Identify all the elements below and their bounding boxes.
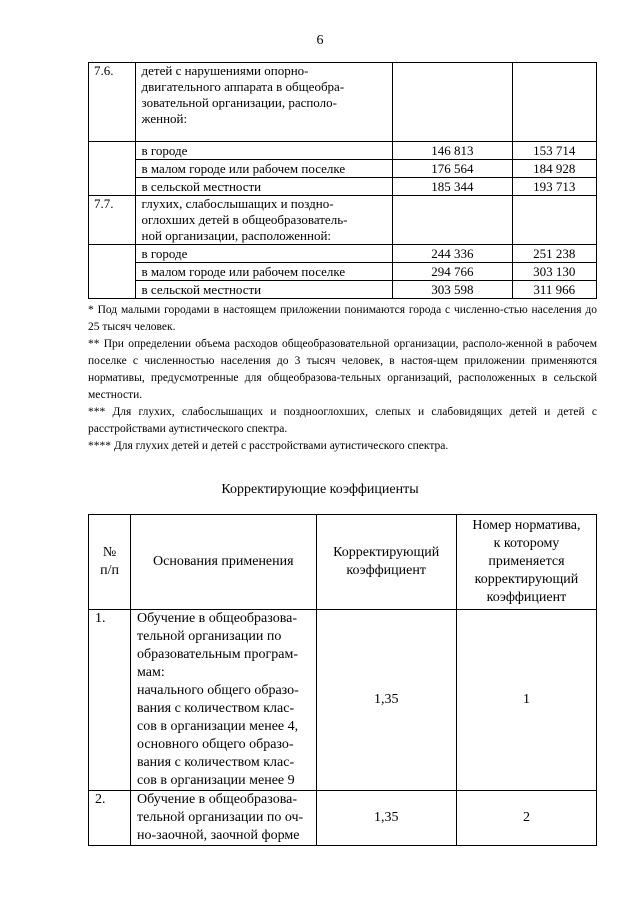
table-row bbox=[89, 263, 597, 281]
section-title: Корректирующие коэффициенты bbox=[221, 482, 419, 497]
coefficients-table bbox=[88, 514, 597, 846]
table-row bbox=[89, 791, 597, 846]
row-label: в сельской местности bbox=[135, 178, 393, 196]
text-line: двигательного аппарата в общеобра- bbox=[141, 79, 345, 94]
row-label: в городе bbox=[135, 142, 393, 160]
header-norm-number bbox=[456, 515, 596, 610]
value-cell: 294 766 bbox=[393, 263, 512, 281]
row-label: в малом городе или рабочем поселке bbox=[135, 263, 393, 281]
empty-cell bbox=[89, 245, 136, 263]
text-line: начального общего образо- bbox=[137, 683, 299, 698]
text-line: образовательным програм- bbox=[137, 647, 299, 662]
text-line: Обучение в общеобразова- bbox=[137, 611, 297, 626]
header-line: коэффициент bbox=[486, 590, 567, 605]
value-cell: 146 813 bbox=[393, 142, 512, 160]
text-line: оглохших детей в общеобразователь- bbox=[141, 212, 348, 227]
table-row bbox=[89, 142, 597, 160]
value-cell: 244 336 bbox=[393, 245, 512, 263]
header-line: к которому bbox=[493, 536, 560, 551]
table-header-row bbox=[89, 515, 597, 610]
coefficient-value: 1,35 bbox=[316, 791, 456, 846]
header-line: Корректирующий bbox=[333, 545, 440, 560]
footnote: ** При определении объема расходов общеобразовательной организации, располо-женной в рабочем поселке с численностью населения до 3 тысяч человек, в настоя-щем приложении применяются нормативы, предусмотренные для общеобразова-тельных организаций, расположенных в сельской местности. bbox=[88, 338, 597, 401]
table-row bbox=[89, 178, 597, 196]
header-line: применяется bbox=[488, 554, 565, 569]
header-line: п/п bbox=[100, 563, 119, 578]
value-cell: 193 713 bbox=[512, 178, 596, 196]
text-line: зовательной организации, располо- bbox=[141, 95, 337, 110]
value-cell: 176 564 bbox=[393, 160, 512, 178]
row-label: в сельской местности bbox=[135, 281, 393, 299]
row-description bbox=[135, 196, 393, 245]
value-cell: 251 238 bbox=[512, 245, 596, 263]
row-number: 7.7. bbox=[89, 196, 136, 245]
empty-cell bbox=[512, 196, 596, 245]
page-number: 6 bbox=[316, 33, 324, 48]
empty-cell bbox=[393, 63, 512, 142]
value-cell: 185 344 bbox=[393, 178, 512, 196]
footnote: * Под малыми городами в настоящем приложении понимаются города с численно-стью населения до 25 тысяч человек. bbox=[88, 304, 597, 333]
value-cell: 311 966 bbox=[512, 281, 596, 299]
norm-number-value: 1 bbox=[456, 610, 596, 791]
row-description bbox=[135, 63, 393, 142]
value-cell: 184 928 bbox=[512, 160, 596, 178]
table-row bbox=[89, 63, 597, 142]
empty-cell bbox=[89, 281, 136, 299]
value-cell: 303 598 bbox=[393, 281, 512, 299]
normatives-table bbox=[88, 62, 597, 299]
text-line: вания с количеством клас- bbox=[137, 701, 295, 716]
table-row bbox=[89, 245, 597, 263]
row-number: 1. bbox=[89, 610, 131, 791]
empty-cell bbox=[393, 196, 512, 245]
empty-cell bbox=[89, 142, 136, 160]
footnote: **** Для глухих детей и детей с расстройствами аутистического спектра. bbox=[88, 440, 449, 452]
text-line: тельной организации по bbox=[137, 629, 282, 644]
text-line: сов в организации менее 4, bbox=[137, 719, 299, 734]
footnote: *** Для глухих, слабослышащих и позднооглохших, слепых и слабовидящих детей и детей с расстройствами аутистического спектра. bbox=[88, 406, 597, 435]
row-label: в городе bbox=[135, 245, 393, 263]
text-line: основного общего образо- bbox=[137, 737, 294, 752]
row-basis bbox=[131, 791, 317, 846]
text-line: тельной организации по оч- bbox=[137, 810, 304, 825]
text-line: сов в организации менее 9 bbox=[137, 773, 295, 788]
value-cell: 153 714 bbox=[512, 142, 596, 160]
coefficient-value: 1,35 bbox=[316, 610, 456, 791]
text-line: Обучение в общеобразова- bbox=[137, 792, 297, 807]
header-line: коэффициент bbox=[346, 563, 426, 578]
table-row bbox=[89, 160, 597, 178]
header-basis: Основания применения bbox=[131, 515, 317, 610]
table-row bbox=[89, 196, 597, 245]
norm-number-value: 2 bbox=[456, 791, 596, 846]
empty-cell bbox=[89, 178, 136, 196]
text-line: но-заочной, заочной форме bbox=[137, 828, 300, 843]
text-line: детей с нарушениями опорно- bbox=[141, 63, 309, 78]
footnotes bbox=[88, 302, 597, 455]
header-line: корректирующий bbox=[474, 572, 579, 587]
text-line: мам: bbox=[137, 665, 165, 680]
header-number bbox=[89, 515, 131, 610]
row-label: в малом городе или рабочем поселке bbox=[135, 160, 393, 178]
empty-cell bbox=[512, 63, 596, 142]
row-basis bbox=[131, 610, 317, 791]
row-number: 7.6. bbox=[89, 63, 136, 142]
text-line: женной: bbox=[141, 111, 188, 126]
row-number: 2. bbox=[89, 791, 131, 846]
header-coefficient bbox=[316, 515, 456, 610]
text-line: ной организации, расположенной: bbox=[141, 228, 332, 243]
empty-cell bbox=[89, 263, 136, 281]
text-line: вания с количеством клас- bbox=[137, 755, 295, 770]
header-line: № bbox=[102, 545, 117, 560]
table-row bbox=[89, 281, 597, 299]
header-line: Номер норматива, bbox=[472, 518, 581, 533]
empty-cell bbox=[89, 160, 136, 178]
table-row bbox=[89, 610, 597, 791]
value-cell: 303 130 bbox=[512, 263, 596, 281]
text-line: глухих, слабослышащих и поздно- bbox=[141, 196, 334, 211]
